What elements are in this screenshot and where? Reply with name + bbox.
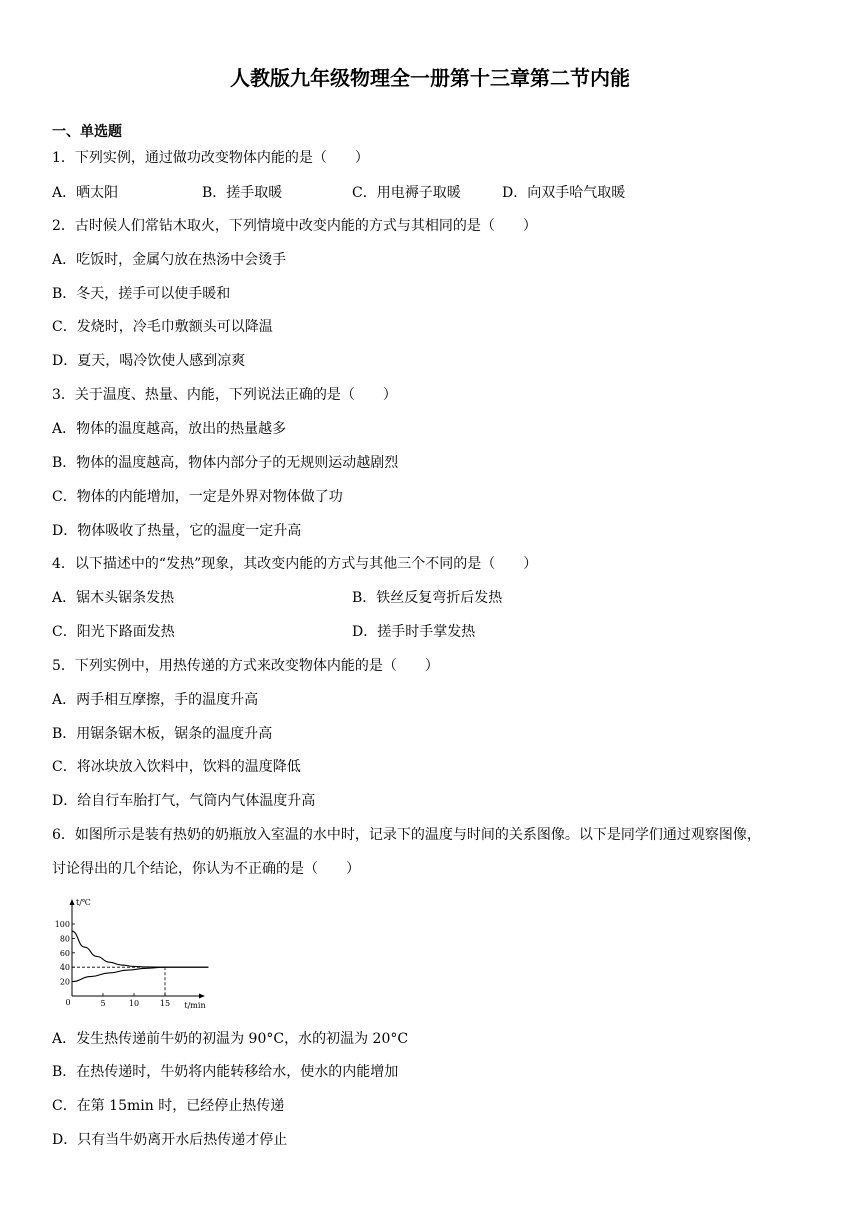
question-3-stem: 3．关于温度、热量、内能，下列说法正确的是（ ） bbox=[52, 387, 397, 403]
page-title: 人教版九年级物理全一册第十三章第二节内能 bbox=[230, 66, 630, 90]
question-3-option-d[interactable]: D．物体吸收了热量，它的温度一定升高 bbox=[52, 523, 302, 539]
question-5-option-c[interactable]: C．将冰块放入饮料中，饮料的温度降低 bbox=[52, 759, 301, 775]
question-1-option-c[interactable]: C．用电褥子取暖 bbox=[352, 185, 461, 201]
y-tick-label-60: 60 bbox=[59, 948, 70, 958]
question-4-option-c[interactable]: C．阳光下路面发热 bbox=[52, 624, 175, 640]
question-3-option-c[interactable]: C．物体的内能增加，一定是外界对物体做了功 bbox=[52, 489, 343, 505]
question-6-option-a[interactable]: A．发生热传递前牛奶的初温为 90°C，水的初温为 20°C bbox=[52, 1031, 409, 1047]
y-tick-label-100: 100 bbox=[54, 920, 70, 929]
y-axis-arrow bbox=[70, 899, 75, 905]
question-5-option-a[interactable]: A．两手相互摩擦，手的温度升高 bbox=[52, 692, 259, 708]
question-5-option-b[interactable]: B．用锯条锯木板，锯条的温度升高 bbox=[52, 726, 273, 742]
y-tick-label-80: 80 bbox=[59, 934, 70, 944]
question-2-option-a[interactable]: A．吃饭时，金属勺放在热汤中会烫手 bbox=[52, 252, 287, 268]
question-6-stem-line-2: 讨论得出的几个结论，你认为不正确的是（ ） bbox=[52, 861, 360, 877]
question-6-stem-line-1: 6．如图所示是装有热奶的奶瓶放入室温的水中时，记录下的温度与时间的关系图像。以下是同学们通过观察图像， bbox=[52, 827, 761, 843]
y-tick-label-40: 40 bbox=[59, 963, 70, 973]
question-1-stem: 1．下列实例，通过做功改变物体内能的是（ ） bbox=[52, 150, 369, 166]
question-5-stem: 5．下列实例中，用热传递的方式来改变物体内能的是（ ） bbox=[52, 658, 439, 674]
question-6-option-b[interactable]: B．在热传递时，牛奶将内能转移给水，使水的内能增加 bbox=[52, 1064, 399, 1080]
question-5-option-d[interactable]: D．给自行车胎打气，气筒内气体温度升高 bbox=[52, 793, 316, 809]
question-3-option-a[interactable]: A．物体的温度越高，放出的热量越多 bbox=[52, 421, 287, 437]
question-4-stem: 4．以下描述中的“发热”现象，其改变内能的方式与其他三个不同的是（ ） bbox=[52, 556, 538, 572]
question-2-stem: 2．古时候人们常钻木取火，下列情境中改变内能的方式与其相同的是（ ） bbox=[52, 218, 537, 234]
question-3-option-b[interactable]: B．物体的温度越高，物体内部分子的无规则运动越剧烈 bbox=[52, 455, 399, 471]
water-temperature-curve bbox=[72, 967, 208, 981]
question-4-option-b[interactable]: B．铁丝反复弯折后发热 bbox=[352, 590, 503, 606]
question-2-option-b[interactable]: B．冬天，搓手可以使手暖和 bbox=[52, 286, 231, 302]
x-tick-label-5: 5 bbox=[100, 999, 106, 1008]
temperature-time-graph bbox=[52, 893, 212, 1011]
question-6-option-d[interactable]: D．只有当牛奶离开水后热传递才停止 bbox=[52, 1132, 288, 1148]
question-6-option-c[interactable]: C．在第 15min 时，已经停止热传递 bbox=[52, 1098, 285, 1114]
milk-temperature-curve bbox=[72, 931, 208, 967]
question-4-option-a[interactable]: A．锯木头锯条发热 bbox=[52, 590, 175, 606]
question-4-option-d[interactable]: D．搓手时手掌发热 bbox=[352, 624, 476, 640]
x-axis-label: t/min bbox=[184, 1001, 206, 1010]
y-axis-label: t/℃ bbox=[76, 898, 91, 907]
origin-label: 0 bbox=[65, 998, 71, 1007]
question-1-option-a[interactable]: A．晒太阳 bbox=[52, 185, 119, 201]
section-heading: 一、单选题 bbox=[52, 124, 122, 140]
question-2-option-d[interactable]: D．夏天，喝冷饮使人感到凉爽 bbox=[52, 353, 246, 369]
question-1-option-d[interactable]: D．向双手哈气取暖 bbox=[502, 185, 626, 201]
x-tick-label-10: 10 bbox=[128, 999, 140, 1008]
x-axis-arrow bbox=[199, 994, 205, 999]
x-tick-label-15: 15 bbox=[159, 999, 171, 1008]
question-2-option-c[interactable]: C．发烧时，冷毛巾敷额头可以降温 bbox=[52, 319, 273, 335]
question-1-option-b[interactable]: B．搓手取暖 bbox=[202, 185, 283, 201]
y-tick-label-20: 20 bbox=[59, 977, 70, 987]
